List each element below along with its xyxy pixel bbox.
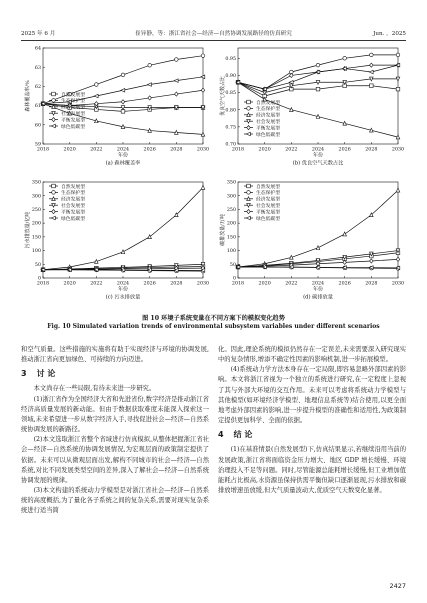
x-tick-label: 2026: [338, 281, 351, 287]
chart-svg: [21, 178, 211, 303]
data-point: [148, 63, 152, 67]
legend-label: 自然发展型: [61, 184, 85, 190]
section-heading-conclusion: [218, 430, 406, 440]
legend-marker: [52, 184, 56, 188]
data-point: [396, 257, 400, 261]
legend-label: 社会发展型: [256, 204, 280, 209]
legend-marker: [51, 216, 55, 220]
paragraph: (1)浙江省作为全国经济大省和先进省份,数字经济是推动浙江省经济高质量发展的新动能。但由于数据获取难度未能深入探索这一领域,未来希望进一步从数字经济入手,寻找促进社会—经济—自然系统协调发展的新路径。: [21, 395, 209, 434]
x-tick-label: 2030: [196, 281, 210, 287]
legend-label: 平衡发展型: [61, 118, 85, 124]
legend-marker: [247, 126, 251, 130]
x-tick-label: 2020: [258, 147, 271, 153]
plot-frame: [43, 182, 203, 278]
chart-subcaption: (c) 污水排放量: [105, 294, 141, 301]
x-tick-label: 2022: [285, 147, 298, 153]
chart-subcaption: (a) 森林覆盖率: [105, 160, 141, 167]
y-tick-label: 0.80: [225, 108, 236, 114]
legend-label: 平衡发展型: [256, 126, 280, 132]
legend-marker: [52, 118, 56, 122]
y-tick-label: 61: [34, 104, 41, 110]
legend-label: 绿色低碳型: [256, 216, 280, 222]
header-title: 崔异静，等：浙江省社会—经济—自然协调发展路径的仿真研究: [135, 31, 292, 37]
chart-legend: [244, 183, 280, 222]
y-tick-label: 0: [232, 276, 236, 282]
x-tick-label: 2026: [143, 147, 156, 153]
y-tick-label: 200: [226, 221, 236, 227]
series-4: [236, 77, 400, 95]
x-tick-label: 2020: [63, 147, 76, 153]
data-point: [289, 80, 293, 84]
chart-svg: [216, 178, 406, 303]
data-point: [370, 63, 374, 67]
chart-svg: [21, 44, 211, 169]
chart-legend: [244, 99, 280, 138]
data-point: [121, 88, 125, 92]
x-tick-label: 2030: [196, 147, 210, 153]
x-tick-label: 2024: [311, 147, 325, 153]
chart-panel-b: [216, 44, 406, 169]
section-number: 3: [21, 369, 27, 379]
legend-marker: [247, 184, 251, 188]
x-tick-label: 2026: [338, 147, 351, 153]
y-tick-label: 0.85: [225, 91, 236, 97]
chart-subcaption: (b) 优良空气天数占比: [292, 160, 344, 167]
y-tick-label: 0: [37, 276, 41, 282]
legend-label: 社会发展型: [256, 120, 280, 125]
header-rule: [21, 40, 406, 41]
data-point: [201, 88, 205, 92]
data-point: [396, 87, 400, 91]
x-tick-label: 2028: [365, 147, 378, 153]
series-line: [238, 65, 398, 89]
y-tick-label: 100: [226, 249, 236, 255]
data-point: [343, 56, 347, 60]
legend-label: 平衡发展型: [256, 210, 280, 216]
legend-label: 社会发展型: [61, 204, 85, 209]
running-header: [21, 29, 406, 39]
data-point: [370, 259, 374, 263]
x-tick-label: 2028: [170, 147, 183, 153]
y-tick-label: 300: [226, 194, 236, 200]
legend-label: 自然发展型: [61, 92, 85, 98]
x-tick-label: 2020: [63, 281, 76, 287]
y-tick-label: 350: [31, 180, 41, 186]
series-5: [236, 63, 400, 91]
data-point: [121, 100, 125, 104]
y-tick-label: 62: [34, 85, 41, 90]
chart-svg: [216, 44, 406, 169]
data-point: [121, 250, 125, 254]
data-point: [369, 70, 373, 74]
data-point: [290, 73, 294, 77]
x-tick-label: 2028: [365, 281, 378, 287]
x-tick-label: 2018: [231, 281, 245, 287]
y-tick-label: 63: [34, 65, 41, 71]
paragraph: (2)本文选取浙江省整个省域进行仿真模拟,从整体把握浙江省社会—经济—自然系统的协调发展情况,为宏观层面的政策制定提供了依据。未来可以从微观层面出发,解构不同城市的社会—经济—自然系统,对比不同发展类型空间的差异,深入了解社会—经济—自然系统协调发展的规律。: [21, 436, 209, 484]
y-tick-label: 100: [31, 249, 41, 255]
data-point: [148, 83, 152, 87]
legend-label: 自然发展型: [256, 184, 280, 190]
x-tick-label: 2018: [36, 281, 50, 287]
data-point: [316, 63, 320, 67]
data-point: [396, 53, 400, 57]
series-line: [238, 65, 398, 89]
legend-marker: [246, 216, 250, 220]
paragraph: (4)系统动力学方法本身存在一定局限,即容易忽略外部因素的影响。本文将浙江省视为一个独立的系统进行研究,在一定程度上忽视了其与外部大环境的交互作用。未来可以考虑将系统动力学模型与其他模型(如环境经济学模型、地理信息系统等)结合使用,以更全面地考虑外部因素的影响,进一步提升模型的准确性和适用性,为政策制定提供更加科学、全面的依据。: [218, 366, 406, 425]
y-tick-label: 64: [34, 46, 41, 52]
header-date: 2025 年 6 月: [21, 31, 56, 37]
legend-label: 生态保护型: [61, 99, 85, 105]
legend-marker: [247, 191, 251, 195]
right-column: [218, 345, 406, 496]
data-point: [148, 235, 152, 239]
legend-label: 绿色低碳型: [256, 132, 280, 138]
paragraph: 本文尚存在一些局限,有待未来进一步研究。: [33, 385, 156, 393]
header-date-en: Jun. ，2025: [373, 31, 406, 37]
section-title: 结 论: [233, 430, 253, 440]
y-tick-label: 50: [34, 262, 41, 268]
y-tick-label: 150: [226, 235, 236, 241]
legend-label: 经济发展型: [61, 105, 85, 111]
x-tick-label: 2018: [231, 147, 245, 153]
y-tick-label: 50: [229, 262, 236, 268]
data-point: [175, 58, 179, 62]
chart-panel-a: [21, 44, 211, 169]
paragraph: 和空气质量。这些措施的实施将有助于实现经济与环境的协调发展,推动浙江省向更加绿色、可持续的方向迈进。: [21, 346, 209, 364]
paragraph: (3)本文构建的系统动力学模型是对浙江省社会—经济—自然系统的高度概括,为了量化各子系统之间的复杂关系,需要对现实复杂系统进行适当简: [21, 487, 209, 515]
legend-marker: [52, 191, 56, 195]
y-tick-label: 0.90: [225, 74, 236, 80]
x-tick-label: 2024: [116, 281, 130, 287]
page-number: 2427: [389, 582, 406, 590]
x-tick-label: 2022: [285, 281, 298, 287]
y-tick-label: 59: [34, 142, 41, 148]
y-tick-label: 250: [31, 208, 41, 214]
chart-subcaption: (d) 碳排放量: [303, 294, 333, 301]
y-axis-label: 森林覆盖率/%: [25, 80, 31, 112]
x-tick-label: 2028: [170, 281, 183, 287]
legend-marker: [246, 132, 250, 136]
data-point: [316, 87, 320, 91]
data-point: [148, 96, 152, 100]
data-point: [121, 73, 125, 77]
x-axis-label: 年份: [117, 152, 129, 159]
data-point: [94, 94, 98, 98]
data-point: [174, 79, 178, 83]
paragraph: 化。因此,理论系统的模拟仍然存在一定误差,未来需要深入研究现实中的复杂情形,增添不确定性因素的影响机制,进一步拓展模型。: [218, 346, 406, 364]
y-tick-label: 350: [226, 180, 236, 186]
legend-marker: [52, 92, 56, 96]
left-column: [21, 345, 209, 517]
legend-marker: [247, 100, 251, 104]
data-point: [370, 53, 374, 57]
data-point: [201, 54, 205, 58]
y-tick-label: 0.70: [225, 142, 236, 148]
section-title: 讨 论: [36, 369, 56, 379]
legend-label: 生态保护型: [256, 191, 280, 197]
x-axis-label: 年份: [117, 286, 129, 293]
legend-label: 自然发展型: [256, 100, 280, 106]
x-tick-label: 2030: [391, 147, 405, 153]
legend-label: 经济发展型: [256, 113, 280, 119]
x-tick-label: 2018: [36, 147, 50, 153]
legend-label: 经济发展型: [256, 197, 280, 203]
x-tick-label: 2026: [143, 281, 156, 287]
figure-caption-en: Fig. 10 Simulated variation trends of environmental subsystem variables under different scenarios: [47, 323, 380, 330]
x-axis-label: 年份: [312, 286, 324, 293]
x-tick-label: 2030: [391, 281, 405, 287]
legend-label: 生态保护型: [256, 107, 280, 113]
data-point: [201, 185, 205, 189]
data-point: [343, 232, 347, 236]
y-tick-label: 0.75: [225, 125, 236, 131]
y-tick-label: 200: [31, 221, 41, 227]
x-tick-label: 2024: [116, 147, 130, 153]
legend-label: 经济发展型: [61, 197, 85, 203]
legend-label: 绿色低碳型: [61, 124, 85, 130]
data-point: [370, 84, 374, 88]
legend-marker: [52, 99, 56, 103]
section-number: 4: [218, 430, 224, 440]
x-tick-label: 2022: [90, 147, 103, 153]
chart-panel-c: [21, 178, 211, 303]
x-tick-label: 2024: [311, 281, 325, 287]
legend-marker: [247, 107, 251, 111]
x-axis-label: 年份: [312, 152, 324, 159]
section-heading-discussion: [21, 369, 209, 379]
data-point: [95, 83, 99, 87]
legend-label: 平衡发展型: [61, 210, 85, 216]
y-axis-label: 污水排放量/亿吨: [25, 211, 31, 249]
legend-marker: [51, 124, 55, 128]
legend-label: 绿色低碳型: [61, 216, 85, 222]
chart-legend: [49, 183, 85, 222]
y-tick-label: 0.95: [225, 56, 236, 62]
legend-marker: [52, 210, 56, 214]
series-6: [236, 63, 400, 91]
y-tick-label: 250: [226, 208, 236, 214]
paragraph: (1)在基准情景(自然发展型)下,仿真结果显示,若继续沿用当前的发展政策,浙江省将面临资金压力增大、地区 GDP 增长缓慢、环境治理投入不足等问题。同时,尽管能源总能耗增长缓慢,但工业增加值能耗占比极高,水资源虽保持供需平衡但缺口逐渐显现,污水排放和碳排放增速虽放缓,但大气质量波动大,优质空气天数变化显著。: [218, 446, 406, 495]
chart-panel-d: [216, 178, 406, 303]
chart-legend: [49, 91, 85, 130]
legend-label: 社会发展型: [61, 112, 85, 117]
legend-label: 生态保护型: [61, 191, 85, 197]
data-point: [175, 92, 179, 96]
data-point: [316, 246, 320, 250]
y-axis-label: 碳排放量/万吨: [220, 214, 226, 246]
legend-marker: [247, 210, 251, 214]
y-tick-label: 300: [31, 194, 41, 200]
data-point: [396, 188, 400, 192]
y-axis-label: 优良空气天数占比: [220, 75, 226, 117]
x-tick-label: 2022: [90, 281, 103, 287]
y-tick-label: 60: [34, 123, 41, 129]
figure-caption-cn: 图 10 环境子系统变量在不同方案下的模拟变化趋势: [142, 315, 285, 322]
x-tick-label: 2020: [258, 281, 271, 287]
y-tick-label: 150: [31, 235, 41, 241]
